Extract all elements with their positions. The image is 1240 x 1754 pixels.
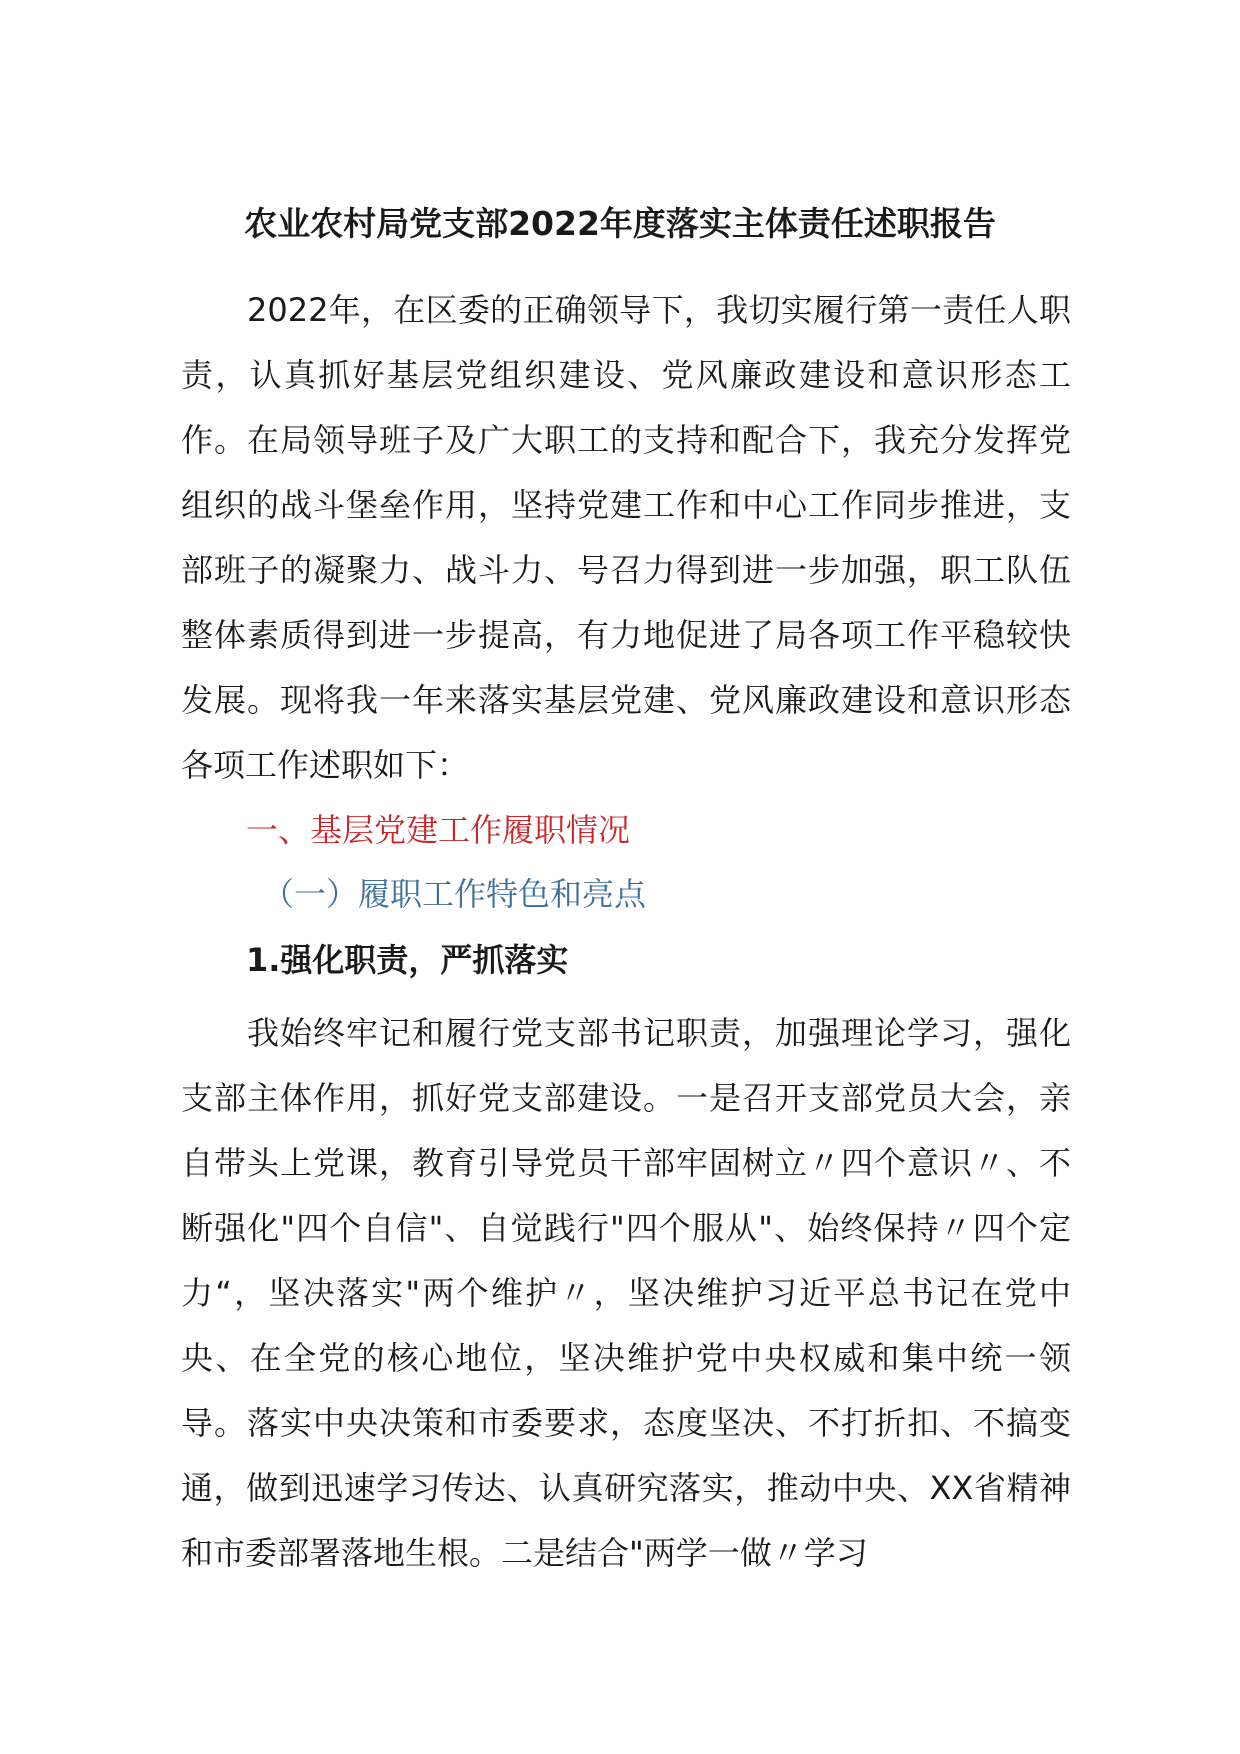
intro-paragraph: 2022年，在区委的正确领导下，我切实履行第一责任人职责，认真抓好基层党组织建设、党风廉政建设和意识形态工作。在局领导班子及广大职工的支持和配合下，我充分发挥党组织的战斗堡垒作用，坚持党建工作和中心工作同步推进，支部班子的凝聚力、战斗力、号召力得到进一步加强，职工队伍整体素质得到进一步提高，有力地促进了局各项工作平稳较快发展。现将我一年来落实基层党建、党风廉政建设和意识形态各项工作述职如下： (181, 291, 1071, 784)
document-title: 农业农村局党支部2022年度落实主体责任述职报告 (244, 204, 996, 243)
point-heading: 1.强化职责，严抓落实 (246, 941, 569, 979)
section-heading: 一、基层党建工作履职情况 (246, 811, 631, 849)
body-paragraph: 我始终牢记和履行党支部书记职责，加强理论学习，强化支部主体作用，抓好党支部建设。一是召开支部党员大会，亲自带头上党课，教育引导党员干部牢固树立〃四个意识〃、不断强化"四个自信"、自觉践行"四个服从"、始终保持〃四个定力“，坚决落实"两个维护〃，坚决维护习近平总书记在党中央、在全党的核心地位，坚决维护党中央权威和集中统一领导。落实中央决策和市委要求，态度坚决、不打折扣、不搞变通，做到迅速学习传达、认真研究落实，推动中央、XX省精神和市委部署落地生根。二是结合"两学一做〃学习 (181, 1014, 1071, 1572)
subsection-heading: （一）履职工作特色和亮点 (262, 875, 647, 913)
